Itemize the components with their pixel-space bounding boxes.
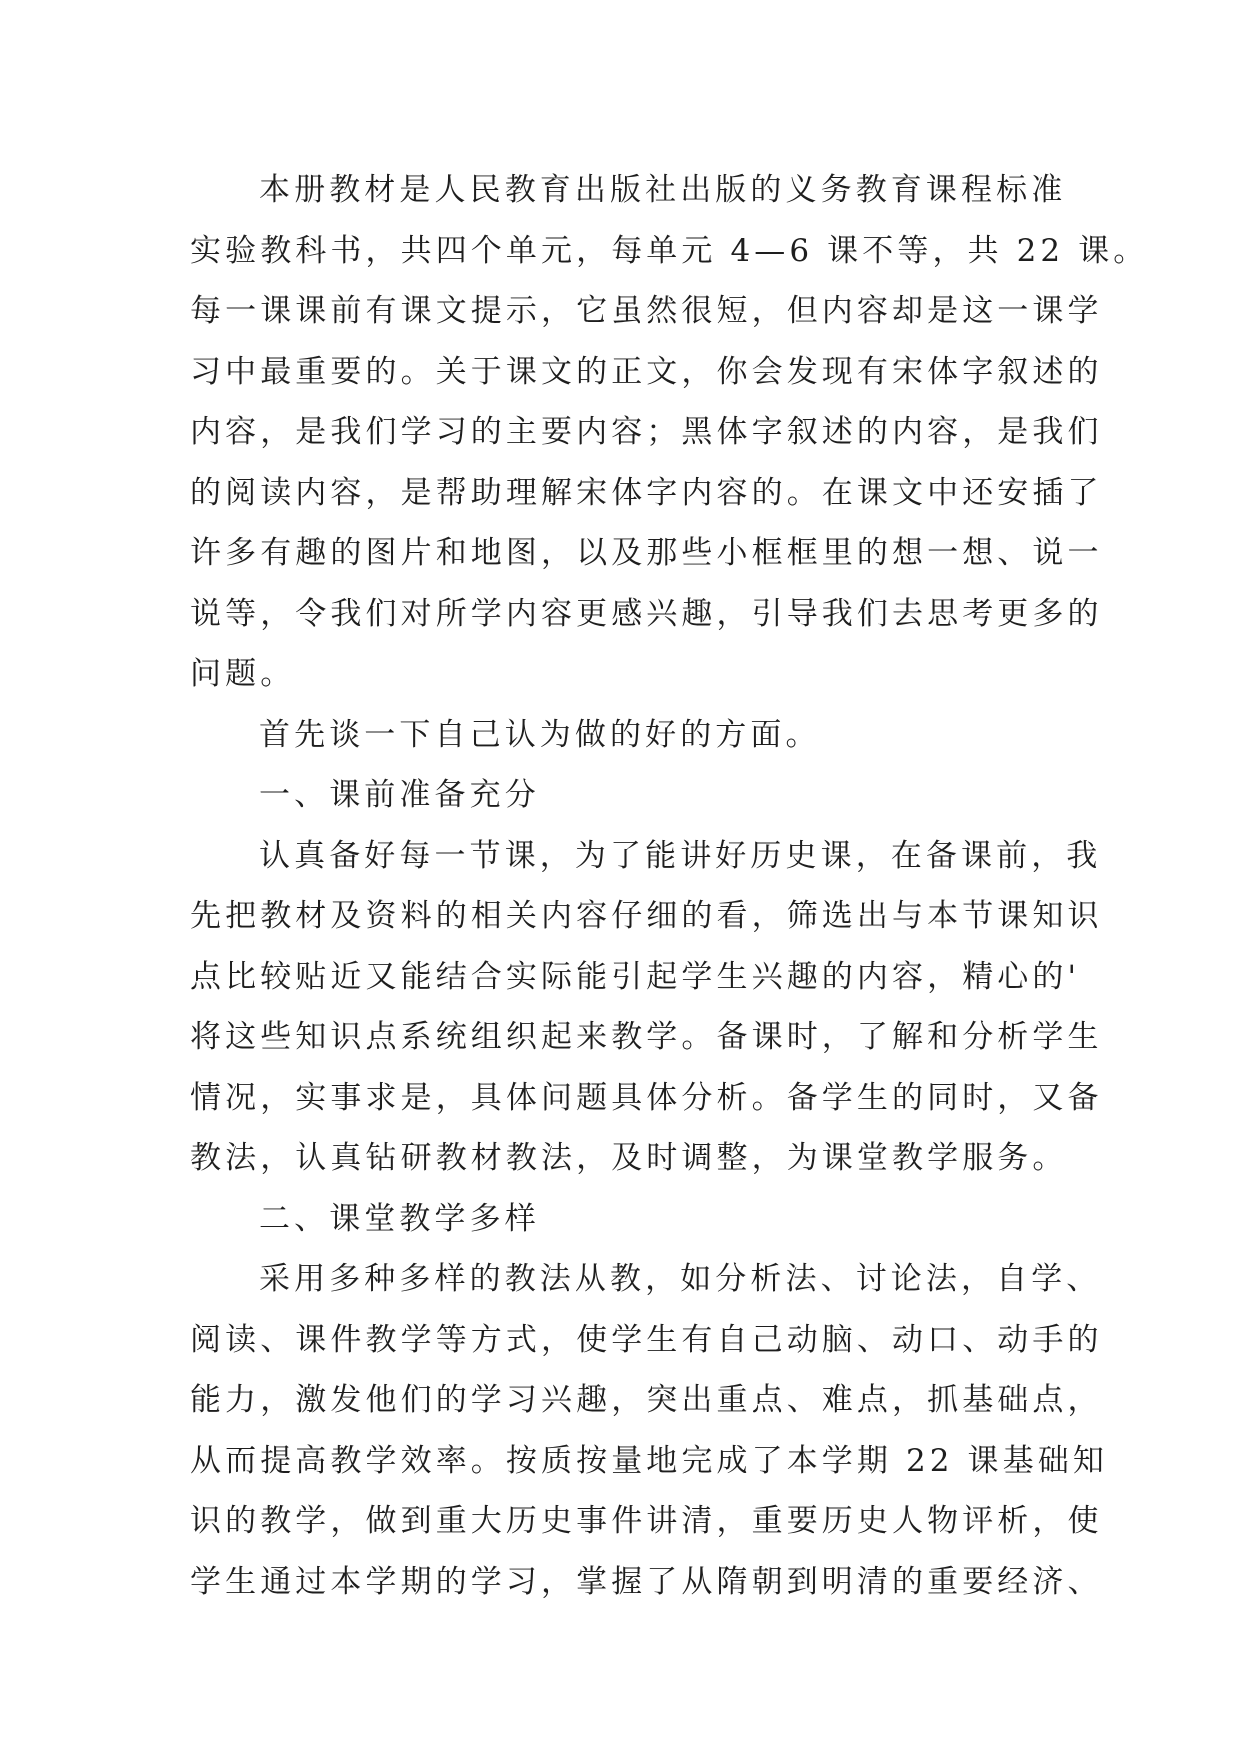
text-line: 本册教材是人民教育出版社出版的义务教育课程标准 <box>259 172 1067 208</box>
text-line: 说等，令我们对所学内容更感兴趣，引导我们去思考更多的 <box>190 595 1103 632</box>
text-line: 阅读、课件教学等方式，使学生有自己动脑、动口、动手的 <box>190 1321 1103 1358</box>
text-line: 情况，实事求是，具体问题具体分析。备学生的同时，又备 <box>190 1079 1103 1116</box>
text-line: 问题。 <box>190 656 296 692</box>
text-line: 的阅读内容，是帮助理解宋体字内容的。在课文中还安插了 <box>190 474 1103 511</box>
text-line: 每一课课前有课文提示，它虽然很短，但内容却是这一课学 <box>190 293 1103 329</box>
text-line: 采用多种多样的教法从教，如分析法、讨论法，自学、 <box>259 1261 1102 1297</box>
text-line: 习中最重要的。关于课文的正文，你会发现有宋体字叙述的 <box>190 353 1103 390</box>
section-heading: 二、课堂教学多样 <box>259 1200 540 1237</box>
text-line: 学生通过本学期的学习，掌握了从隋朝到明清的重要经济、 <box>190 1563 1103 1600</box>
text-line: 将这些知识点系统组织起来教学。备课时，了解和分析学生 <box>190 1019 1103 1055</box>
text-line: 实验教科书，共四个单元，每单元 4—6 课不等，共 22 课。 <box>190 232 1149 269</box>
text-line: 许多有趣的图片和地图，以及那些小框框里的想一想、说一 <box>190 535 1103 571</box>
text-line: 从而提高教学效率。按质按量地完成了本学期 22 课基础知 <box>190 1442 1108 1479</box>
text-line: 教法，认真钻研教材教法，及时调整，为课堂教学服务。 <box>190 1140 1068 1176</box>
text-line: 首先谈一下自己认为做的好的方面。 <box>259 716 821 753</box>
section-heading: 一、课前准备充分 <box>259 777 540 813</box>
text-line: 先把教材及资料的相关内容仔细的看，筛选出与本节课知识 <box>190 898 1103 934</box>
text-line: 认真备好每一节课，为了能讲好历史课，在备课前，我 <box>259 837 1102 874</box>
text-line: 内容，是我们学习的主要内容；黑体字叙述的内容，是我们 <box>190 414 1103 450</box>
document-body <box>190 160 1149 1612</box>
text-line: 能力，激发他们的学习兴趣，突出重点、难点，抓基础点， <box>190 1382 1103 1418</box>
text-line: 识的教学，做到重大历史事件讲清，重要历史人物评析，使 <box>190 1503 1103 1539</box>
text-line: 点比较贴近又能结合实际能引起学生兴趣的内容，精心的' <box>190 958 1081 995</box>
